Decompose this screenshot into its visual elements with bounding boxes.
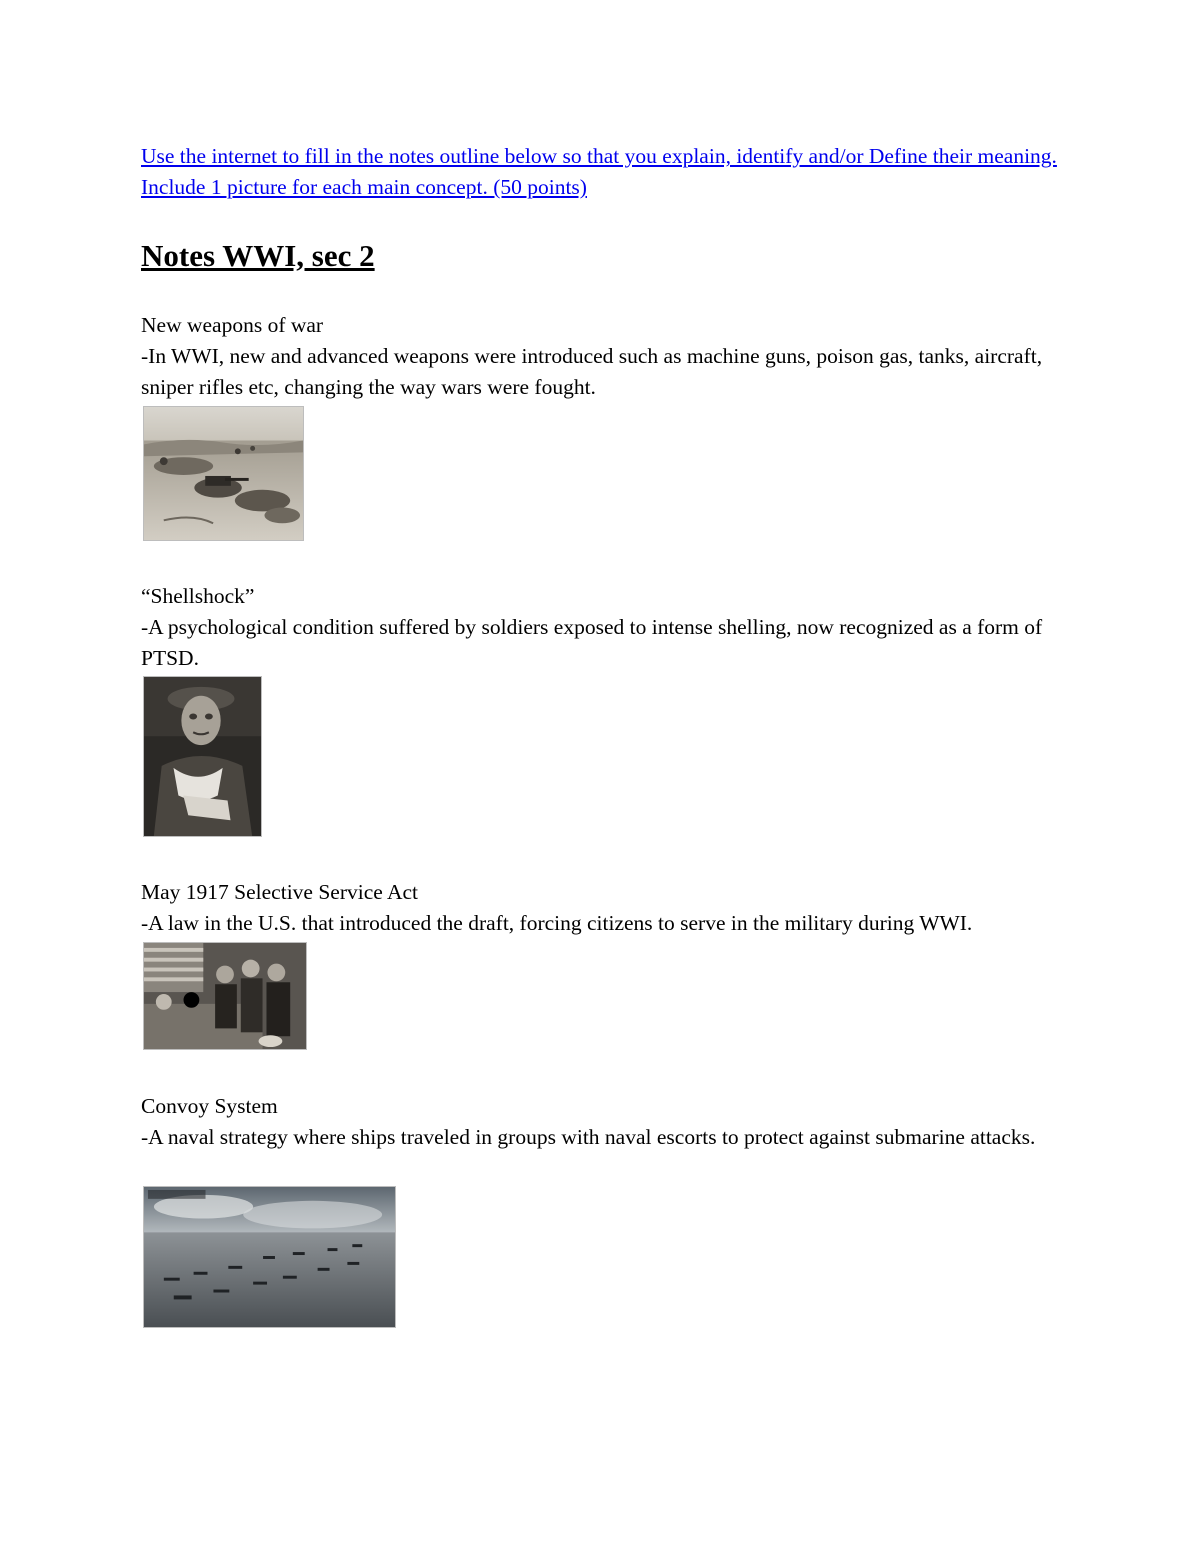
section-heading-convoy: Convoy System bbox=[141, 1094, 278, 1118]
instructions-link[interactable]: Use the internet to fill in the notes outline below so that you explain, identify and/or Define their meaning. Include 1 picture for each main concept. (50 points) bbox=[141, 144, 1057, 199]
section-description-convoy: -A naval strategy where ships traveled in groups with naval escorts to protect against submarine attacks. bbox=[141, 1125, 1036, 1149]
page-title: Notes WWI, sec 2 bbox=[141, 238, 375, 273]
shellshocked-soldier-photo bbox=[143, 676, 262, 837]
section-heading-weapons: New weapons of war bbox=[141, 313, 324, 337]
section-description-selective-service: -A law in the U.S. that introduced the draft, forcing citizens to serve in the military during WWI. bbox=[141, 911, 973, 935]
section-description-shellshock: -A psychological condition suffered by soldiers exposed to intense shelling, now recognized as a form of PTSD. bbox=[141, 615, 1043, 670]
section-description-weapons: -In WWI, new and advanced weapons were introduced such as machine guns, poison gas, tanks, aircraft, sniper rifles etc, changing the way wars were fought. bbox=[141, 344, 1043, 399]
draft-registration-photo bbox=[143, 942, 307, 1050]
section-heading-selective-service: May 1917 Selective Service Act bbox=[141, 880, 419, 904]
convoy-ships-photo bbox=[143, 1186, 396, 1328]
section-heading-shellshock: “Shellshock” bbox=[141, 584, 255, 608]
machine-gun-crew-photo bbox=[143, 406, 304, 541]
